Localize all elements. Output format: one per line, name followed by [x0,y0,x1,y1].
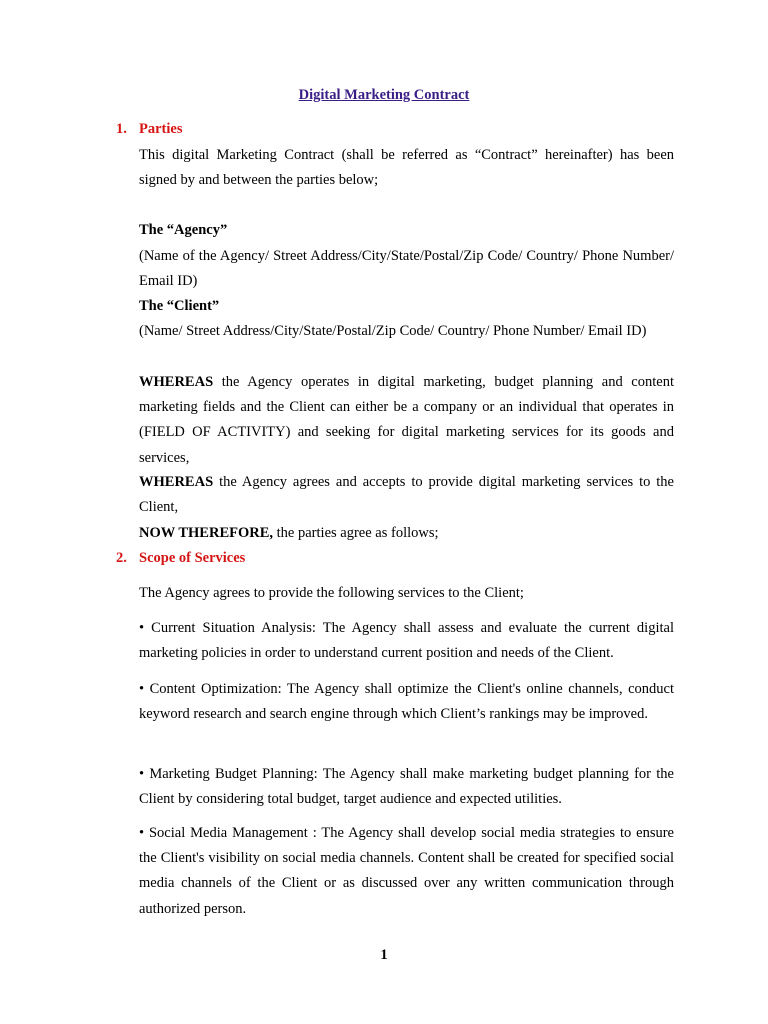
whereas-clause-2 [139,470,674,520]
whereas-keyword: WHEREAS [139,474,214,490]
now-therefore-keyword: NOW THEREFORE, [139,525,274,541]
now-therefore-text: the parties agree as follows; [273,525,439,541]
section-number: 1. [116,121,127,137]
section-number: 2. [116,550,127,566]
section-heading-parties [116,121,182,138]
parties-intro: This digital Marketing Contract (shall be referred as “Contract” hereinafter) has been signed by and between the parties below; [139,147,674,189]
section-heading-scope [116,550,245,567]
page-number: 1 [380,947,388,963]
client-details: (Name/ Street Address/City/State/Postal/Zip Code/ Country/ Phone Number/ Email ID) [139,323,647,339]
section-title: Parties [139,121,183,137]
whereas-keyword: WHEREAS [139,374,214,390]
now-therefore-clause [139,521,674,546]
whereas-clause-1 [139,370,674,471]
service-item: • Social Media Management : The Agency shall develop social media strategies to ensure the Client's visibility on social media channels. Content shall be created for specified social media channels of the Client or as discussed over any written communication through authorized person. [139,825,674,917]
whereas-text: the Agency operates in digital marketing, budget planning and content marketing fields and the Client can either be a company or an individual that operates in (FIELD OF ACTIVITY) and seeking for digital marketing services for its goods and services, [139,374,674,466]
whereas-text: the Agency agrees and accepts to provide digital marketing services to the Client, [139,474,674,516]
client-label: The “Client” [139,298,220,314]
document-title: Digital Marketing Contract [298,87,470,103]
service-item: • Content Optimization: The Agency shall optimize the Client's online channels, conduct keyword research and search engine through which Client’s rankings may be improved. [139,681,674,723]
section-title: Scope of Services [139,550,246,566]
agency-details: (Name of the Agency/ Street Address/City/State/Postal/Zip Code/ Country/ Phone Number/ Email ID) [139,248,674,290]
agency-label: The “Agency” [139,222,228,238]
scope-intro: The Agency agrees to provide the following services to the Client; [139,585,524,601]
service-item: • Current Situation Analysis: The Agency shall assess and evaluate the current digital marketing policies in order to understand current position and needs of the Client. [139,620,674,662]
service-item: • Marketing Budget Planning: The Agency shall make marketing budget planning for the Client by considering total budget, target audience and expected utilities. [139,766,674,808]
